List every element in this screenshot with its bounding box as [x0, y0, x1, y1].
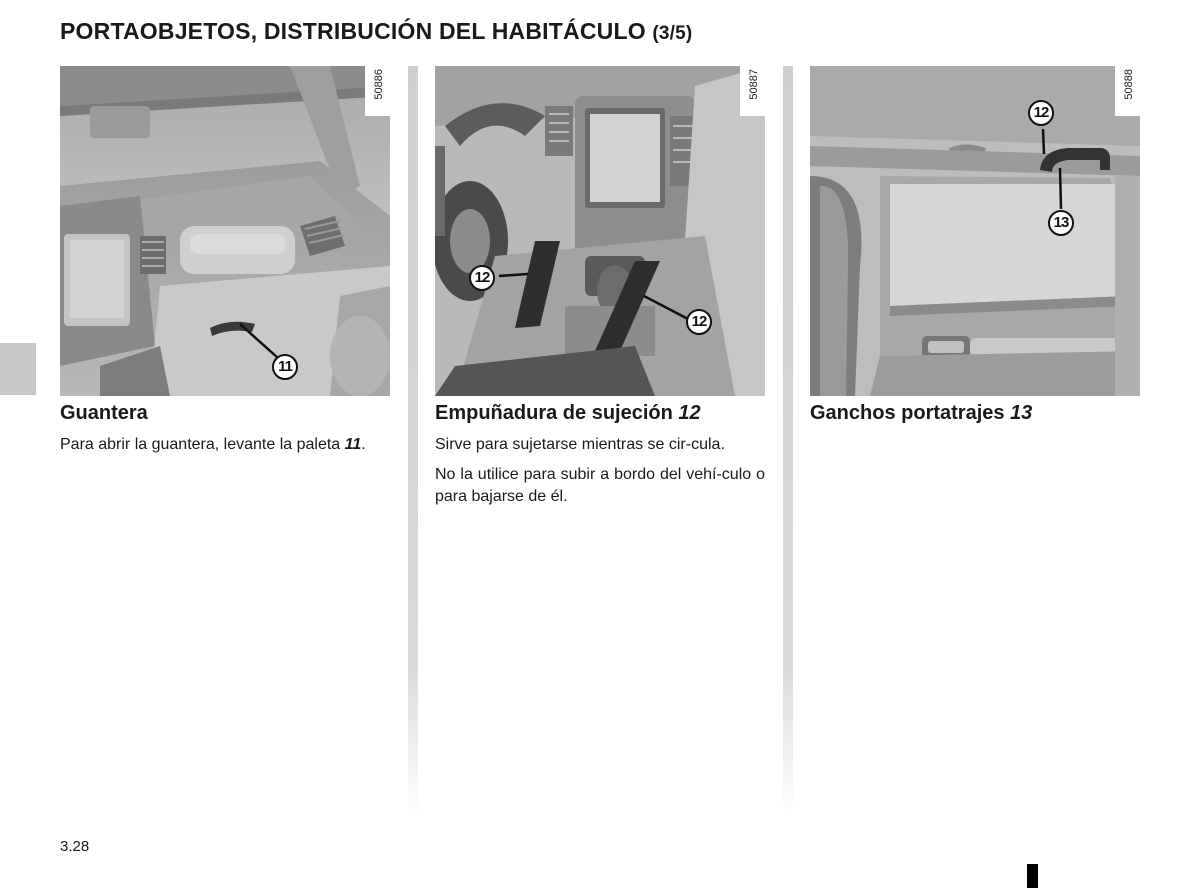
- heading-text: Guantera: [60, 402, 148, 424]
- figure-code: 50887: [748, 69, 760, 100]
- grab-handle-description: [435, 434, 765, 516]
- paragraph-text: Para abrir la guantera, levante la paleta: [60, 436, 345, 453]
- glovebox-illustration: [60, 66, 390, 396]
- grab-handle-illustration: [435, 66, 765, 396]
- paragraph-tail: .: [361, 436, 366, 453]
- heading-reference: 12: [678, 402, 701, 424]
- page-part-indicator: (3/5): [652, 23, 693, 44]
- page-number: 3.28: [60, 838, 90, 855]
- figure-code-box: [365, 66, 390, 116]
- figure-code: 50886: [373, 69, 385, 100]
- figure-code-box: [740, 66, 765, 116]
- glovebox-description: [60, 434, 390, 464]
- callout-13: 13: [1048, 210, 1074, 236]
- paragraph: [60, 434, 390, 456]
- figure-glovebox: [60, 66, 390, 396]
- callout-12: 12: [469, 265, 495, 291]
- paragraph: No la utilice para subir a bordo del vehí-culo o para bajarse de él.: [435, 466, 765, 505]
- figure-grab-handle: [435, 66, 765, 396]
- column-divider: [408, 66, 418, 816]
- callout-12: 12: [1028, 100, 1054, 126]
- heading-text: Empuñadura de sujeción: [435, 402, 679, 424]
- figure-coat-hooks: [810, 66, 1140, 396]
- figure-code-box: [1115, 66, 1140, 116]
- heading-reference: 13: [1010, 402, 1033, 424]
- paragraph: Sirve para sujetarse mientras se cir-cula.: [435, 436, 725, 453]
- page-edge-marker: [1027, 864, 1038, 888]
- heading-text: Ganchos portatrajes: [810, 402, 1011, 424]
- page-title: [60, 18, 692, 45]
- page-title-text: PORTAOBJETOS, DISTRIBUCIÓN DEL HABITÁCULO: [60, 18, 646, 44]
- chapter-tab: [0, 343, 36, 395]
- paragraph-reference: 11: [344, 436, 362, 453]
- callout-12: 12: [686, 309, 712, 335]
- figure-code: 50888: [1123, 69, 1135, 100]
- coat-hooks-illustration: [810, 66, 1140, 396]
- section-heading-glovebox: [60, 402, 148, 425]
- section-heading-grab-handle: [435, 402, 701, 425]
- column-divider: [783, 66, 793, 816]
- callout-11: 11: [272, 354, 298, 380]
- section-heading-coat-hooks: [810, 402, 1032, 425]
